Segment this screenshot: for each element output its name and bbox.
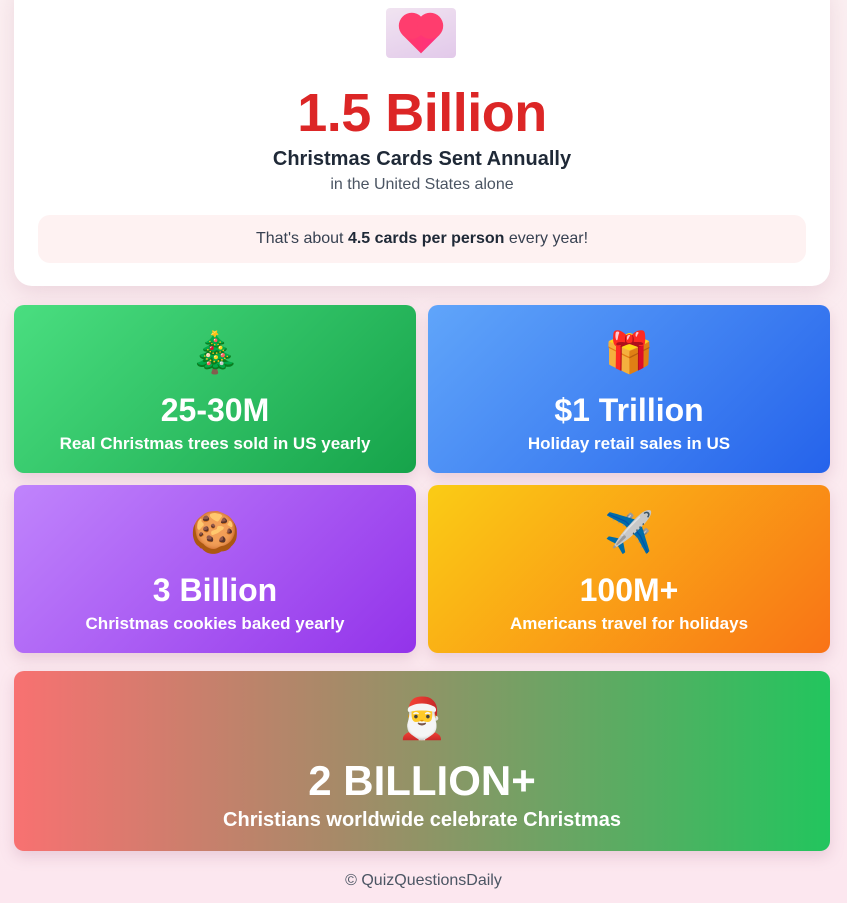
airplane-icon: ✈️ [604, 511, 654, 555]
christmas-tree-icon: 🎄 [190, 331, 240, 375]
stat-value: $1 Trillion [554, 392, 704, 428]
stat-card-retail [428, 305, 830, 473]
stat-label: Christians worldwide celebrate Christmas [223, 809, 621, 831]
stat-value: 3 Billion [152, 572, 278, 608]
love-letter-icon [386, 8, 456, 58]
stat-value: 25-30M [160, 392, 270, 428]
stat-card-travel [428, 485, 830, 653]
stat-card-trees [14, 305, 416, 473]
note-prefix: That's about [255, 230, 348, 247]
hero-title: Christmas Cards Sent Annually [272, 148, 572, 170]
stat-card-christians [14, 671, 830, 851]
note-bold: 4.5 cards per person [347, 230, 505, 247]
stat-value: 2 BILLION+ [308, 757, 536, 804]
stat-card-cookies [14, 485, 416, 653]
santa-icon: 🎅 [397, 697, 447, 741]
cookie-icon: 🍪 [190, 511, 240, 555]
stat-label: Christmas cookies baked yearly [85, 614, 345, 633]
stat-label: Holiday retail sales in US [527, 434, 731, 453]
stat-value: 100M+ [579, 572, 679, 608]
hero-card [14, 0, 830, 286]
footer-credit: © QuizQuestionsDaily [345, 872, 502, 889]
hero-subtitle: in the United States alone [330, 176, 514, 193]
gift-icon: 🎁 [604, 331, 654, 375]
note-suffix: every year! [504, 230, 589, 247]
heart-icon [403, 17, 440, 54]
stat-label: Americans travel for holidays [509, 614, 749, 633]
hero-note [38, 215, 806, 263]
stat-label: Real Christmas trees sold in US yearly [59, 434, 371, 453]
hero-value: 1.5 Billion [297, 83, 547, 143]
